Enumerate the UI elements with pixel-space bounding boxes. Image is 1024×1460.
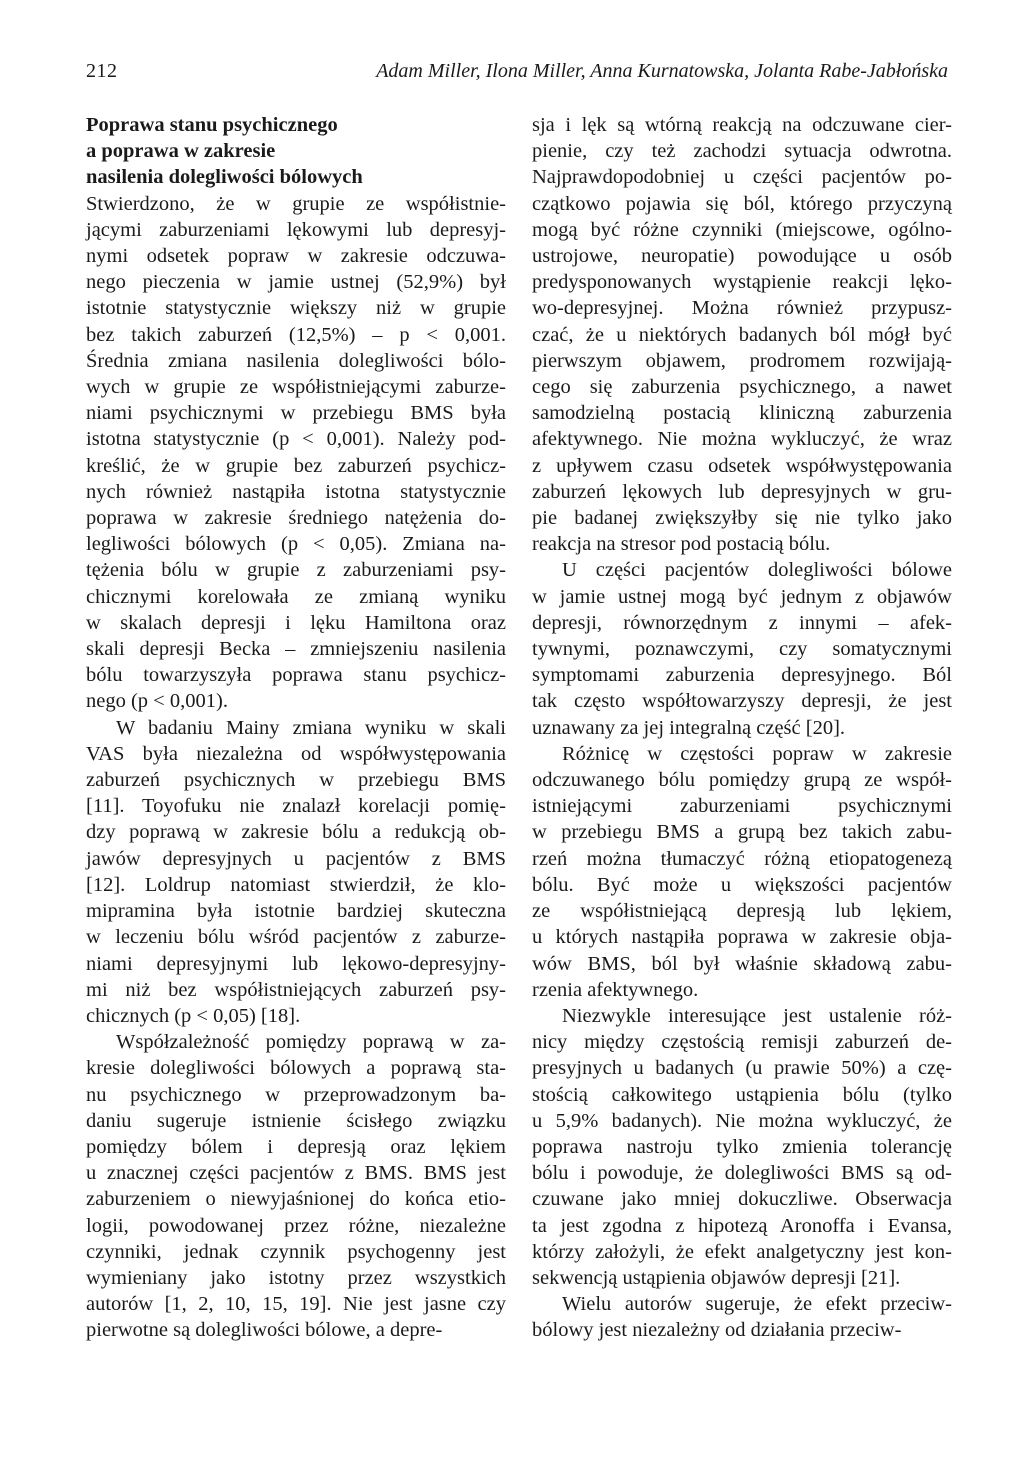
text-line: chicznych (p < 0,05) [18]. <box>86 1004 301 1027</box>
heading-line: Poprawa stanu psychicznego <box>86 114 338 136</box>
text-line: czynniki, jednak czynnik psychogenny jest <box>86 1240 506 1263</box>
text-line: w skalach depresji i lęku Hamiltona oraz <box>86 611 506 634</box>
text-line: czątkowo pojawia się ból, którego przyczyną <box>532 192 952 215</box>
text-line: [11]. Toyofuku nie znalazł korelacji pomię- <box>86 795 506 818</box>
text-line: pienie, czy też zachodzi sytuacja odwrotna. <box>532 140 952 163</box>
text-line: symptomami zaburzenia depresyjnego. Ból <box>532 664 952 687</box>
text-line: sja i lęk są wtórną reakcją na odczuwane cier- <box>532 114 952 136</box>
text-line: uznawany za jej integralną część [20]. <box>532 716 846 739</box>
text-line: rzenia afektywnego. <box>532 978 699 1001</box>
text-line: samodzielną postacią kliniczną zaburzenia <box>532 402 952 425</box>
text-line: bólu towarzyszyła poprawa stanu psychicz- <box>86 664 506 687</box>
text-line: u znacznej części pacjentów z BMS. BMS jest <box>86 1162 506 1185</box>
text-line: nymi odsetek popraw w zakresie odczuwa- <box>86 245 506 268</box>
heading-line: a poprawa w zakresie <box>86 140 276 163</box>
text-line: nego (p < 0,001). <box>86 690 228 713</box>
paragraph <box>86 715 506 1029</box>
text-line: tężenia bólu w grupie z zaburzeniami psy- <box>86 559 506 582</box>
text-line: logii, powodowanej przez różne, niezależne <box>86 1214 506 1237</box>
text-line: wych w grupie ze współistniejącymi zaburze- <box>86 376 506 399</box>
text-line: tak często współtowarzyszy depresji, że jest <box>532 690 952 713</box>
text-line: u 5,9% badanych). Nie można wykluczyć, że <box>532 1109 952 1132</box>
text-line: poprawa w zakresie średniego natężenia do- <box>86 507 506 530</box>
left-column <box>86 112 506 1344</box>
text-line: w przebiegu BMS a grupą bez takich zabu- <box>532 821 952 844</box>
text-line: zaburzeniem o niewyjaśnionej do końca etio- <box>86 1188 506 1211</box>
text-line: nego pieczenia w jamie ustnej (52,9%) był <box>86 271 506 294</box>
text-line: istotna statystycznie (p < 0,001). Należy pod- <box>86 428 506 451</box>
text-line: presyjnych u badanych (u prawie 50%) a czę- <box>532 1057 952 1080</box>
text-line: legliwości bólowych (p < 0,05). Zmiana na- <box>86 533 506 556</box>
text-line: skali depresji Becka – zmniejszeniu nasilenia <box>86 638 506 661</box>
text-line: poprawa nastroju tylko zmienia tolerancję <box>532 1135 952 1158</box>
page-number: 212 <box>86 60 118 82</box>
text-line: Średnia zmiana nasilenia dolegliwości bólo- <box>86 349 506 372</box>
text-line: istotnie statystycznie większy niż w grupie <box>86 297 506 320</box>
text-line: którzy założyli, że efekt analgetyczny jest kon- <box>532 1240 952 1263</box>
text-line: wymieniany jako istotny przez wszystkich <box>86 1266 506 1289</box>
text-line: kreślić, że w grupie bez zaburzeń psychicz- <box>86 454 506 477</box>
text-line: czać, że u niektórych badanych ból mógł być <box>532 323 952 346</box>
text-line: mogą być różne czynniki (miejscowe, ogólno- <box>532 218 952 241</box>
text-line: ustrojowe, neuropatie) powodujące u osób <box>532 245 952 268</box>
text-line: bólu. Być może u większości pacjentów <box>532 873 952 896</box>
text-line: predysponowanych wystąpienie reakcji lęko- <box>532 271 952 294</box>
text-line: Wielu autorów sugeruje, że efekt przeciw- <box>562 1293 952 1316</box>
paragraph <box>532 557 952 740</box>
text-line: niami psychicznymi w przebiegu BMS była <box>86 402 506 425</box>
text-line: chicznymi korelowała ze zmianą wyniku <box>86 585 506 608</box>
text-line: pierwotne są dolegliwości bólowe, a depre- <box>86 1319 443 1342</box>
text-line: stością całkowitego ustąpienia bólu (tylko <box>532 1083 952 1106</box>
page-header <box>86 60 948 94</box>
text-line: mi niż bez współistniejących zaburzeń psy- <box>86 978 506 1001</box>
paragraph <box>532 1003 952 1291</box>
text-line: odczuwanego bólu pomiędzy grupą ze współ- <box>532 769 952 792</box>
text-line: czuwane jako mniej dokuczliwe. Obserwacja <box>532 1188 952 1211</box>
text-line: Różnicę w częstości popraw w zakresie <box>562 742 952 765</box>
text-line: pierwszym objawem, prodromem rozwijają- <box>532 349 952 372</box>
text-line: reakcja na stresor pod postacią bólu. <box>532 533 831 556</box>
text-line: Najprawdopodobniej u części pacjentów po- <box>532 166 952 189</box>
text-line: Współzależność pomiędzy poprawą w za- <box>116 1031 506 1054</box>
text-line: w jamie ustnej mogą być jednym z objawów <box>532 585 952 608</box>
text-line: [12]. Loldrup natomiast stwierdził, że klo- <box>86 873 506 896</box>
text-line: nu psychicznego w przeprowadzonym ba- <box>86 1083 506 1106</box>
paragraph <box>532 741 952 1003</box>
text-line: mipramina była istotnie bardziej skuteczna <box>86 900 506 923</box>
text-line: pomiędzy bólem i depresją oraz lękiem <box>86 1135 506 1158</box>
text-line: w leczeniu bólu wśród pacjentów z zaburze- <box>86 926 506 949</box>
text-line: W badaniu Mainy zmiana wyniku w skali <box>116 716 506 739</box>
text-line: jawów depresyjnych u pacjentów z BMS <box>86 847 506 870</box>
text-line: Niezwykle interesujące jest ustalenie róż- <box>562 1004 952 1027</box>
paragraph <box>86 1029 506 1343</box>
text-line: ta jest zgodna z hipotezą Aronoffa i Evansa, <box>532 1214 952 1237</box>
text-line: afektywnego. Nie można wykluczyć, że wraz <box>532 428 952 451</box>
text-line: U części pacjentów dolegliwości bólowe <box>562 559 952 582</box>
text-line: nych również nastąpiła istotna statystycznie <box>86 480 506 503</box>
text-line: zaburzeń psychicznych w przebiegu BMS <box>86 769 506 792</box>
text-line: rzeń można tłumaczyć różną etiopatogenezą <box>532 847 952 870</box>
text-line: wo-depresyjnej. Można również przypusz- <box>532 297 952 320</box>
paragraph <box>532 112 952 557</box>
text-line: VAS była niezależna od współwystępowania <box>86 742 506 765</box>
text-line: depresji, równorzędnym z innymi – afek- <box>532 611 952 634</box>
text-line: zaburzeń lękowych lub depresyjnych w gru- <box>532 480 952 503</box>
text-line: z upływem czasu odsetek współwystępowania <box>532 454 952 477</box>
text-line: tywnymi, poznawczymi, czy somatycznymi <box>532 638 952 661</box>
heading-line: nasilenia dolegliwości bólowych <box>86 166 363 189</box>
text-line: autorów [1, 2, 10, 15, 19]. Nie jest jasne czy <box>86 1293 506 1316</box>
text-line: bez takich zaburzeń (12,5%) – p < 0,001. <box>86 323 506 346</box>
text-line: sekwencją ustąpienia objawów depresji [21]. <box>532 1266 901 1289</box>
text-line: daniu sugeruje istnienie ścisłego związku <box>86 1109 506 1132</box>
text-line: nicy między częstością remisji zaburzeń de- <box>532 1031 952 1054</box>
section-heading <box>86 112 506 191</box>
text-line: dzy poprawą w zakresie bólu a redukcją ob- <box>86 821 506 844</box>
text-line: u których nastąpiła poprawa w zakresie obja- <box>532 926 952 949</box>
text-line: Stwierdzono, że w grupie ze współistnie- <box>86 192 506 215</box>
text-line: istniejącymi zaburzeniami psychicznymi <box>532 795 952 818</box>
text-line: ze współistniejącą depresją lub lękiem, <box>532 900 952 923</box>
text-line: wów BMS, ból był właśnie składową zabu- <box>532 952 952 975</box>
running-head-authors: Adam Miller, Ilona Miller, Anna Kurnatowska, Jolanta Rabe-Jabłońska <box>376 60 948 82</box>
paragraph <box>86 191 506 715</box>
text-line: bólu i powoduje, że dolegliwości BMS są od- <box>532 1162 952 1185</box>
right-column <box>532 112 952 1344</box>
paragraph <box>532 1291 952 1343</box>
text-line: bólowy jest niezależny od działania przeciw- <box>532 1319 902 1342</box>
text-line: niami depresyjnymi lub lękowo-depresyjny- <box>86 952 506 975</box>
text-line: cego się zaburzenia psychicznego, a nawet <box>532 376 952 399</box>
text-line: kresie dolegliwości bólowych a poprawą sta- <box>86 1057 506 1080</box>
text-line: pie badanej zwiększyłby się nie tylko jako <box>532 507 952 530</box>
text-line: jącymi zaburzeniami lękowymi lub depresyj- <box>86 218 506 241</box>
